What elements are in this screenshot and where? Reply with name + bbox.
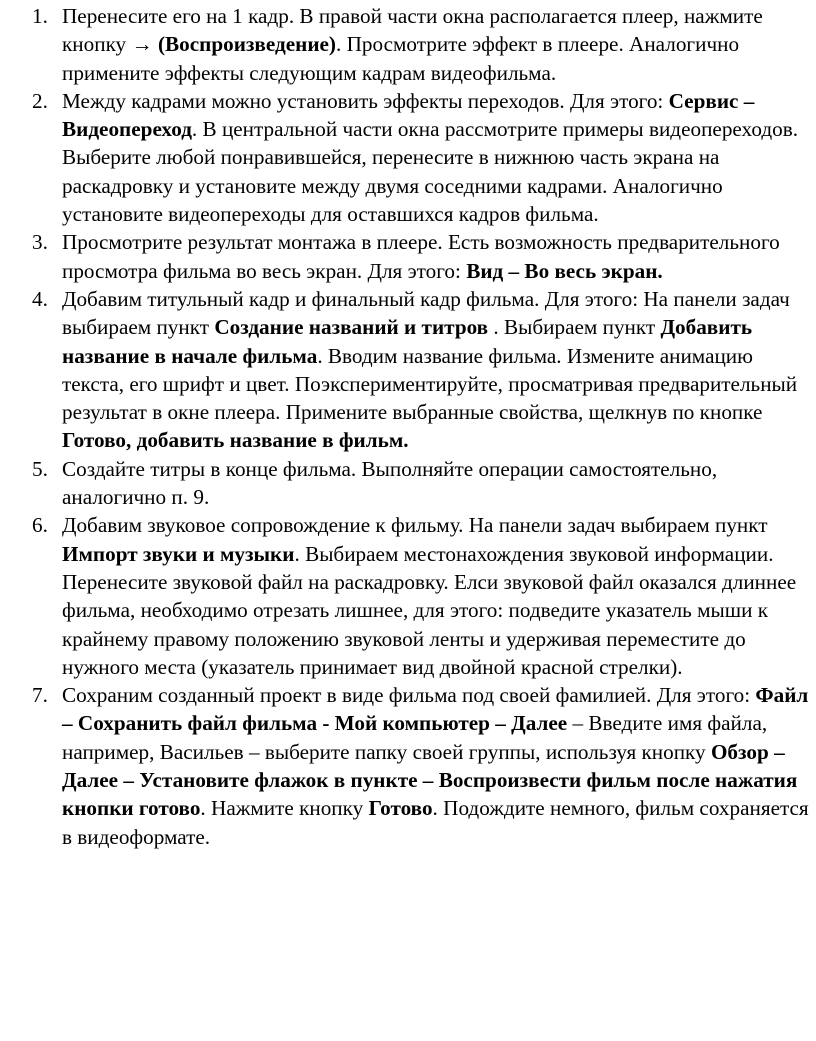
text-run: Создайте титры в конце фильма. Выполняйте операции самостоятельно, аналогично п. 9. (62, 456, 718, 510)
list-item (0, 285, 812, 455)
text-run: . Просмотрите эффект в плеере. Аналогично примените эффекты следующим кадрам видеофильма. (62, 32, 740, 85)
list-item (0, 455, 812, 512)
bold-term: Сервис – Видеопереход (62, 88, 755, 142)
item-text (62, 683, 809, 848)
item-text (62, 230, 780, 282)
text-run: Между кадрами можно установить эффекты переходов. Для этого: (62, 88, 669, 113)
text-run: . В центральной части окна рассмотрите примеры видеопереходов. Выберите любой понравившейся, перенесите в нижнюю часть экрана на раскадровку и установите между двумя соседними кадрами. Аналогично установите видеопереходы для оставшихся кадров фильма. (62, 117, 798, 227)
list-item (0, 87, 812, 228)
item-text (62, 287, 797, 452)
list-item (0, 2, 812, 87)
item-number: 1. (32, 4, 48, 28)
text-run: . Подождите немного, фильм сохраняется в видеоформате. (62, 796, 809, 849)
item-number: 7. (32, 683, 48, 708)
item-text (62, 457, 717, 509)
bold-term: Вид – Во весь экран. (466, 258, 663, 283)
text-run: . Выбираем местонахождения звуковой информации. Перенесите звуковой файл на раскадровку. Елси звуковой файл оказался длиннее фильма, необходимо отрезать лишнее, для этого: подведите указатель мыши к крайнему правому положению звуковой ленты и удерживая переместите до нужного места (указатель принимает вид двойной красной стрелки). (62, 541, 797, 679)
item-number: 4. (32, 286, 48, 311)
text-run: . Нажмите кнопку (200, 796, 369, 821)
text-run: – Введите имя файла, например, Васильев – выберите папку своей группы, используя кнопку (62, 711, 768, 764)
bold-term: Готово, добавить название в фильм. (62, 428, 409, 453)
text-run: Перенесите его на 1 кадр. В правой части окна располагается плеер, нажмите кнопку (62, 4, 763, 57)
bold-term: Файл – Сохранить файл фильма - Мой компьютер – Далее (62, 683, 809, 736)
item-text (62, 513, 796, 678)
item-text (62, 89, 798, 226)
item-number: 3. (32, 230, 48, 255)
bold-term: Добавить название в начале фильма (62, 315, 753, 368)
list-item (0, 681, 812, 851)
list-item (0, 228, 812, 285)
text-run: Просмотрите результат монтажа в плеере. Есть возможность предварительного просмотра фильма во весь экран. Для этого: (62, 230, 780, 283)
text-run: . Выбираем пункт (488, 315, 661, 340)
text-run: Добавим звуковое сопровождение к фильму. На панели задач выбираем пункт (62, 513, 768, 538)
item-number: 5. (32, 456, 48, 481)
bold-term: → (Воспроизведение) (131, 32, 336, 57)
list-item (0, 511, 812, 681)
bold-term: Обзор – Далее – Установите флажок в пункте – Воспроизвести фильм после нажатия кнопки готово (62, 739, 798, 821)
item-number: 6. (32, 513, 48, 538)
text-run: Добавим титульный кадр и финальный кадр фильма. Для этого: На панели задач выбираем пункт (62, 286, 790, 340)
bold-term: Готово (368, 796, 433, 821)
bold-term: Создание названий и титров (214, 315, 489, 340)
item-text (62, 4, 763, 85)
instruction-list (0, 2, 812, 851)
text-run: Сохраним созданный проект в виде фильма под своей фамилией. Для этого: (62, 683, 756, 708)
text-run: . Вводим название фильма. Измените анимацию текста, его шрифт и цвет. Поэкспериментируйте, просматривая предварительный результат в окне плеера. Примените выбранные свойства, щелкнув по кнопке (62, 343, 798, 425)
bold-term: Импорт звуки и музыки (62, 541, 295, 566)
item-number: 2. (32, 88, 48, 113)
